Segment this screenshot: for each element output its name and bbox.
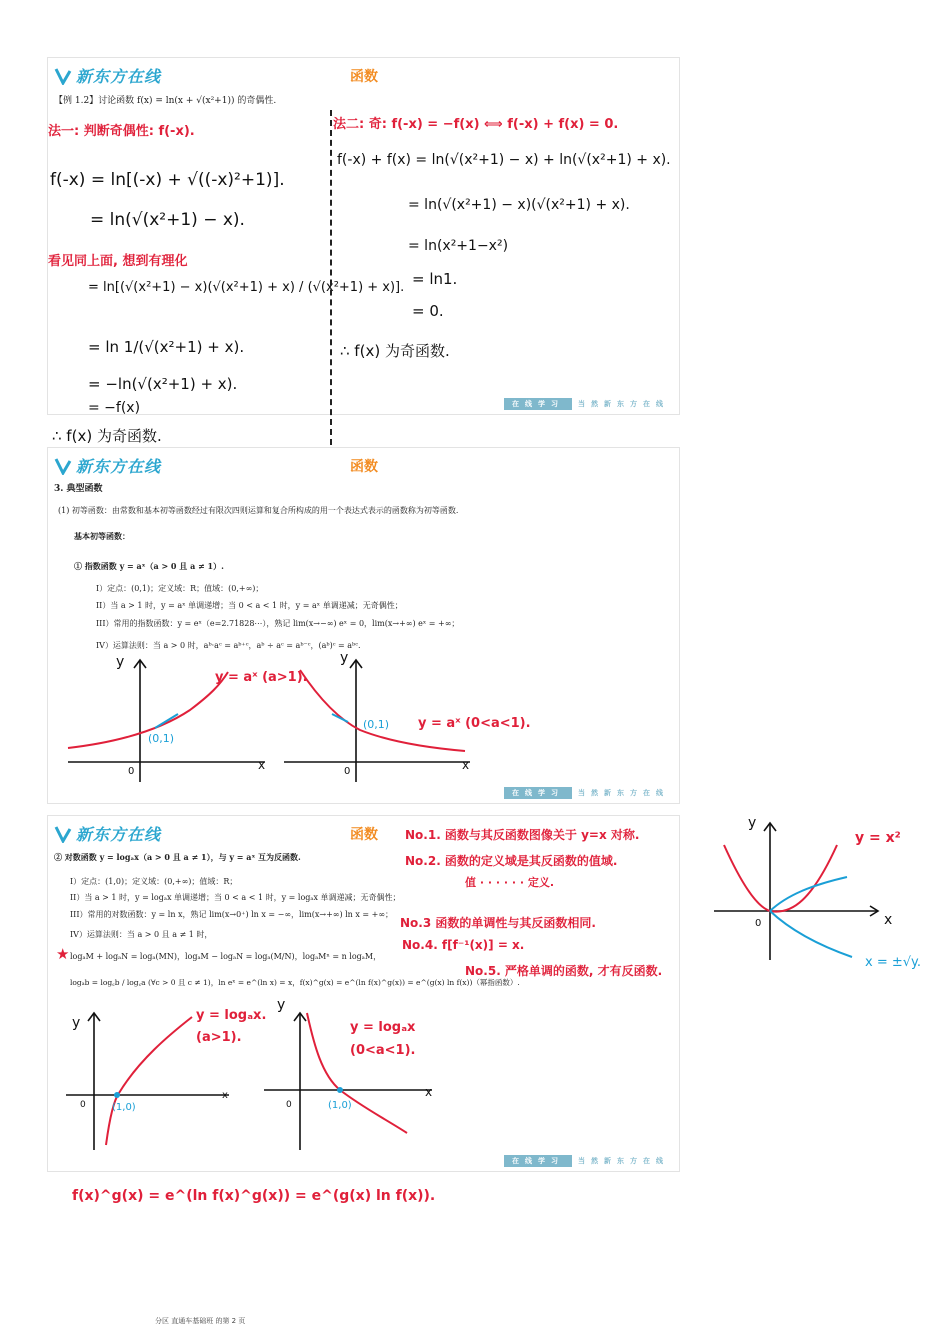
handwritten-r2: = ln(√(x²+1) − x)(√(x²+1) + x). xyxy=(408,197,630,213)
divider-line xyxy=(330,110,332,445)
slide-footer xyxy=(504,787,673,799)
exp-function-title: ① 指数函数 y = aˣ（a > 0 且 a ≠ 1）. xyxy=(74,561,224,571)
footer-right: 当然新东方在线 xyxy=(578,1157,669,1165)
lg2-y-label: y xyxy=(277,997,286,1013)
log-graph-increasing xyxy=(64,1005,244,1155)
lg2-origin: 0 xyxy=(286,1100,292,1110)
g1-curve-label: y = aˣ (a>1). xyxy=(215,670,308,685)
basic-functions-label: 基本初等函数： xyxy=(74,531,130,541)
lg1-y-label: y xyxy=(72,1015,81,1031)
elementary-function-def: (1) 初等函数：由常数和基本初等函数经过有限次四则运算和复合所构成的用一个表达式表示的函数称为初等函数. xyxy=(58,506,459,515)
exp-prop-3: III）常用的指数函数：y = eˣ（e=2.71828⋯），熟记 lim(x→−∞) eˣ = 0，lim(x→+∞) eˣ = +∞； xyxy=(96,619,460,628)
g2-y-label: y xyxy=(340,650,349,666)
note-4: No.4. f[f⁻¹(x)] = x. xyxy=(402,938,525,952)
example-problem: 【例 1.2】讨论函数 f(x) = ln(x + √(x²+1)) 的奇偶性. xyxy=(54,96,277,106)
slide-footer xyxy=(504,398,673,410)
side-sqrt-label: x = ±√y. xyxy=(865,955,921,970)
note-2-cont: 值 · · · · · · 定义. xyxy=(465,876,555,889)
brand-logo-text: 新东方在线 xyxy=(76,457,162,476)
brand-logo xyxy=(54,454,161,477)
slide-footer xyxy=(504,1155,673,1167)
exp-prop-1: I）定点：(0,1)；定义域：R；值域：(0,+∞)； xyxy=(96,584,264,593)
side-y-label: y xyxy=(748,815,757,831)
handwritten-line3: = ln[(√(x²+1) − x)(√(x²+1) + x) / (√(x²+1) + x)]. xyxy=(88,280,405,295)
footer-left: 在线学习 xyxy=(504,398,572,410)
handwritten-conclusion2: ∴ f(x) 为奇函数. xyxy=(340,342,450,360)
lg1-x-label: x xyxy=(222,1090,228,1101)
side-x-label: x xyxy=(884,912,893,928)
handwritten-r4: = ln1. xyxy=(412,270,458,288)
log-prop-4: IV）运算法则：当 a > 0 且 a ≠ 1 时， xyxy=(70,930,213,939)
log-prop-3: III）常用的对数函数：y = ln x，熟记 lim(x→0⁺) ln x = −∞，lim(x→+∞) ln x = +∞； xyxy=(70,910,394,919)
brand-logo-icon xyxy=(54,457,72,475)
handwritten-r5: = 0. xyxy=(412,302,444,320)
footer-left: 在线学习 xyxy=(504,1155,572,1167)
exp-prop-4: IV）运算法则：当 a > 0 时，aᵇ·aᶜ = aᵇ⁺ᶜ，aᵇ ÷ aᶜ = aᵇ⁻ᶜ，(aᵇ)ᶜ = aᵇᶜ. xyxy=(96,641,361,650)
lg1-condition: (a>1). xyxy=(196,1030,242,1045)
handwritten-line1: f(-x) = ln[(-x) + √((-x)²+1)]. xyxy=(50,170,285,190)
exp-prop-2: II）当 a > 1 时，y = aˣ 单调递增；当 0 < a < 1 时，y = aˣ 单调递减；无奇偶性； xyxy=(96,601,403,610)
log-rule-1: logₐM + logₐN = logₐ(MN)，logₐM − logₐN = logₐ(M/N)，logₐMⁿ = n logₐM， xyxy=(70,952,382,961)
handwritten-method2: 法二: 奇: f(-x) = −f(x) ⟺ f(-x) + f(x) = 0. xyxy=(333,117,619,132)
handwritten-r3: = ln(x²+1−x²) xyxy=(408,238,509,254)
brand-logo xyxy=(54,64,161,87)
brand-logo-text: 新东方在线 xyxy=(76,67,162,86)
footer-right: 当然新东方在线 xyxy=(578,789,669,797)
g2-origin: 0 xyxy=(344,766,351,777)
handwritten-conclusion1: ∴ f(x) 为奇函数. xyxy=(52,427,162,445)
g1-origin: 0 xyxy=(128,766,135,777)
lg1-point: (1,0) xyxy=(112,1102,136,1113)
section-heading: 3. 典型函数 xyxy=(54,484,103,494)
log-function-title: ② 对数函数 y = logₐx（a > 0 且 a ≠ 1），与 y = aˣ 互为反函数. xyxy=(54,852,301,862)
lg2-curve-label: y = logₐx xyxy=(350,1020,416,1035)
g1-y-label: y xyxy=(116,654,125,670)
g1-point: (0,1) xyxy=(148,732,175,745)
brand-logo-text: 新东方在线 xyxy=(76,825,162,844)
slide-title: 函数 xyxy=(350,459,378,475)
note-2: No.2. 函数的定义域是其反函数的值域. xyxy=(405,854,618,868)
lg2-x-label: x xyxy=(425,1085,433,1099)
star-mark: ★ xyxy=(56,945,70,963)
handwritten-method1: 法一: 判断奇偶性: f(-x). xyxy=(48,124,195,139)
note-1: No.1. 函数与其反函数图像关于 y=x 对称. xyxy=(405,828,640,842)
log-curve-a-gt-1 xyxy=(106,1017,192,1145)
lg1-curve-label: y = logₐx. xyxy=(196,1008,267,1023)
log-rule-2: logₐb = log꜀b / log꜀a (∀c > 0 且 c ≠ 1)，ln eˣ = e^(ln x) = x，f(x)^g(x) = e^(ln f(x)^g(x)) = e^(g(x) ln f(x))（幂指函数）. xyxy=(70,978,520,987)
slide-title: 函数 xyxy=(350,827,378,843)
slide-odd-even xyxy=(47,57,680,415)
footer-left: 在线学习 xyxy=(504,787,572,799)
g2-x-label: x xyxy=(462,758,470,772)
g2-point: (0,1) xyxy=(363,718,390,731)
lg2-condition: (0<a<1). xyxy=(350,1043,416,1058)
handwritten-line2: = ln(√(x²+1) − x). xyxy=(90,210,245,230)
lg1-origin: 0 xyxy=(80,1100,86,1110)
side-origin: 0 xyxy=(755,918,762,929)
brand-logo-icon xyxy=(54,825,72,843)
note-3: No.3 函数的单调性与其反函数相同. xyxy=(400,916,596,930)
note-5: No.5. 严格单调的函数, 才有反函数. xyxy=(465,964,663,978)
handwritten-line6: = −f(x) xyxy=(88,400,141,416)
point-1-0 xyxy=(114,1092,120,1098)
side-parabola-label: y = x² xyxy=(855,830,901,846)
handwritten-r1: f(-x) + f(x) = ln(√(x²+1) − x) + ln(√(x²+1) + x). xyxy=(337,152,671,168)
bottom-formula: f(x)^g(x) = e^(ln f(x)^g(x)) = e^(g(x) ln f(x)). xyxy=(72,1188,436,1204)
g2-curve-label: y = aˣ (0<a<1). xyxy=(418,716,531,731)
page-footer: 分区 直通车基础班 的第 2 页 xyxy=(155,1317,246,1325)
handwritten-tip: 看见同上面, 想到有理化 xyxy=(48,254,188,269)
slide-title: 函数 xyxy=(350,69,378,85)
footer-right: 当然新东方在线 xyxy=(578,400,669,408)
handwritten-line5: = −ln(√(x²+1) + x). xyxy=(88,375,238,393)
point-1-0 xyxy=(337,1087,343,1093)
curve-a-lt-1 xyxy=(300,670,465,751)
handwritten-line4: = ln 1/(√(x²+1) + x). xyxy=(88,338,245,356)
lg2-point: (1,0) xyxy=(328,1100,352,1111)
g1-x-label: x xyxy=(258,758,266,772)
log-prop-1: I）定点：(1,0)；定义域：(0,+∞)；值域：R； xyxy=(70,877,238,886)
brand-logo-icon xyxy=(54,67,72,85)
brand-logo xyxy=(54,822,161,845)
log-prop-2: II）当 a > 1 时，y = logₐx 单调递增；当 0 < a < 1 时，y = logₐx 单调递减；无奇偶性； xyxy=(70,893,401,902)
